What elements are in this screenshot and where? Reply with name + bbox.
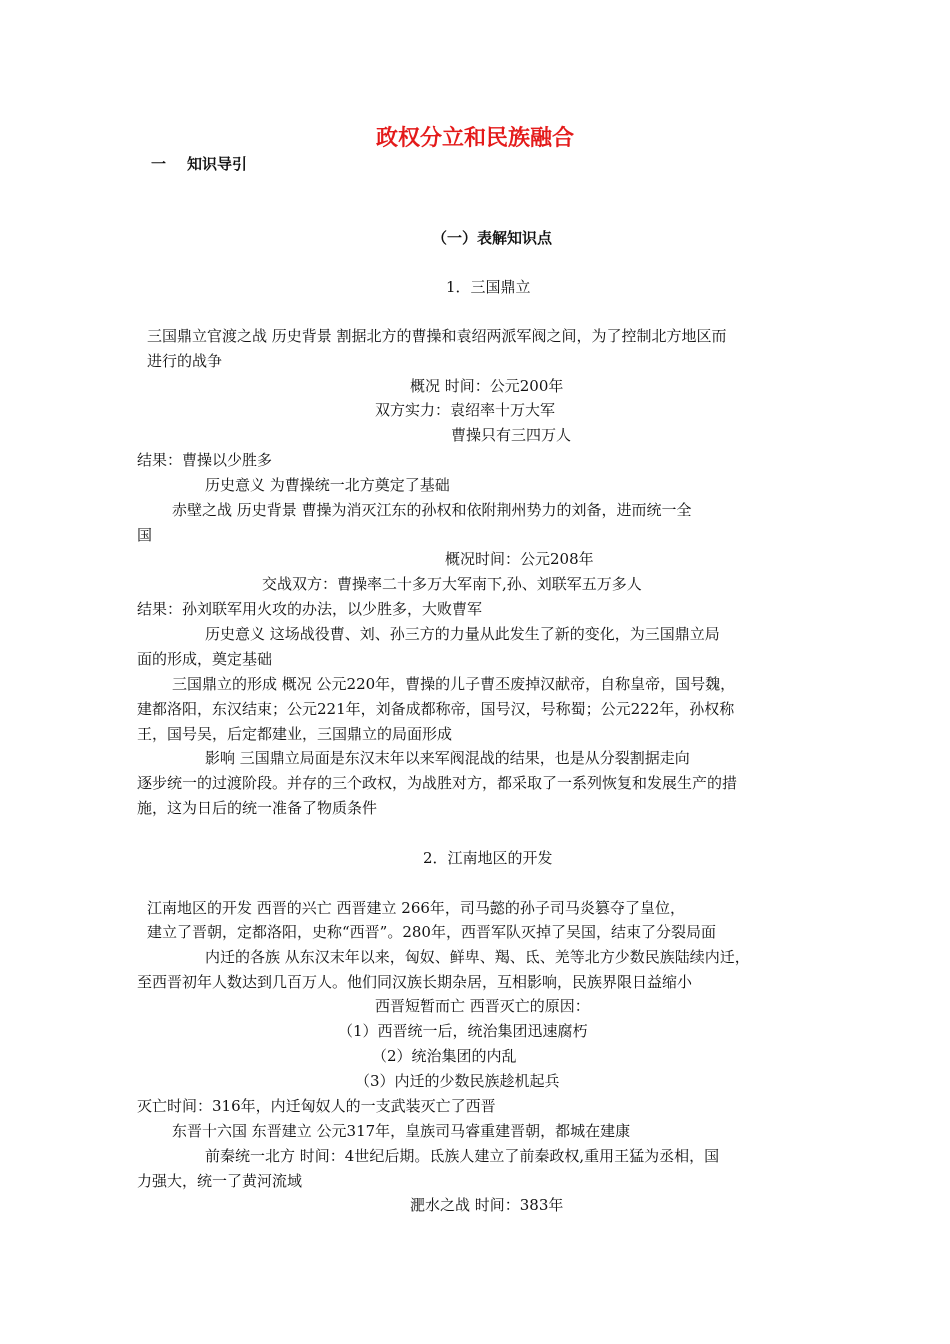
- document-title: 政权分立和民族融合: [375, 125, 574, 151]
- text-line: 赤壁之战 历史背景 曹操为消灭江东的孙权和依附荆州势力的刘备，进而统一全: [172, 501, 692, 519]
- topic-heading-three-kingdoms: 1．三国鼎立: [446, 278, 531, 296]
- text-line: 王，国号吴，后定都建业，三国鼎立的局面形成: [137, 725, 453, 743]
- text-line: 力强大，统一了黄河流域: [137, 1172, 303, 1190]
- text-line: （2）统治集团的内乱: [372, 1047, 517, 1065]
- text-line: 东晋十六国 东晋建立 公元317年，皇族司马睿重建晋朝，都城在建康: [172, 1122, 631, 1140]
- text-line: 国: [137, 526, 153, 544]
- text-line: 曹操只有三四万人: [451, 426, 572, 444]
- text-line: 淝水之战 时间：383年: [410, 1196, 564, 1214]
- text-line: 概况时间：公元208年: [445, 550, 594, 568]
- text-line: 前秦统一北方 时间：4世纪后期。氐族人建立了前秦政权,重用王猛为丞相，国: [205, 1147, 720, 1165]
- text-line: 交战双方：曹操率二十多万大军南下,孙、刘联军五万多人: [262, 575, 642, 593]
- text-line: 结果：孙刘联军用火攻的办法，以少胜多，大败曹军: [137, 600, 483, 618]
- text-line: 影响 三国鼎立局面是东汉末年以来军阀混战的结果，也是从分裂割据走向: [205, 749, 690, 767]
- text-line: 三国鼎立官渡之战 历史背景 割据北方的曹操和袁绍两派军阀之间，为了控制北方地区而: [147, 327, 727, 345]
- text-line: 建立了晋朝，定都洛阳，史称“西晋”。280年，西晋军队灭掉了吴国，结束了分裂局面: [147, 923, 716, 941]
- text-line: 历史意义 为曹操统一北方奠定了基础: [205, 476, 450, 494]
- topic-heading-jiangnan: 2．江南地区的开发: [423, 849, 553, 867]
- text-line: 西晋短暂而亡 西晋灭亡的原因：: [375, 997, 590, 1015]
- text-line: 三国鼎立的形成 概况 公元220年，曹操的儿子曹丕废掉汉献帝，自称皇帝，国号魏，: [172, 675, 736, 693]
- text-line: 概况 时间：公元200年: [410, 377, 564, 395]
- section-number: 一: [151, 155, 167, 173]
- text-line: 施，这为日后的统一准备了物质条件: [137, 799, 378, 817]
- text-line: 建都洛阳，东汉结束；公元221年，刘备成都称帝，国号汉，号称蜀；公元222年，孙权称: [137, 700, 735, 718]
- text-line: 逐步统一的过渡阶段。并存的三个政权，为战胜对方，都采取了一系列恢复和发展生产的措: [137, 774, 738, 792]
- text-line: 结果：曹操以少胜多: [137, 451, 273, 469]
- text-line: 双方实力：袁绍率十万大军: [375, 401, 556, 419]
- text-line: （1）西晋统一后，统治集团迅速腐朽: [338, 1022, 588, 1040]
- text-line: 江南地区的开发 西晋的兴亡 西晋建立 266年，司马懿的孙子司马炎篡夺了皇位，: [147, 899, 685, 917]
- text-line: 历史意义 这场战役曹、刘、孙三方的力量从此发生了新的变化，为三国鼎立局: [205, 625, 720, 643]
- subsection-heading: （一）表解知识点: [432, 229, 553, 247]
- text-line: 进行的战争: [147, 352, 223, 370]
- text-line: 至西晋初年人数达到几百万人。他们同汉族长期杂居，互相影响，民族界限日益缩小: [137, 973, 693, 991]
- text-line: 内迁的各族 从东汉末年以来，匈奴、鲜卑、羯、氐、羌等北方少数民族陆续内迁，: [205, 948, 750, 966]
- text-line: （3）内迁的少数民族趁机起兵: [355, 1072, 560, 1090]
- text-line: 灭亡时间：316年，内迁匈奴人的一支武装灭亡了西晋: [137, 1097, 496, 1115]
- text-line: 面的形成，奠定基础: [137, 650, 273, 668]
- section-heading: 知识导引: [187, 155, 248, 173]
